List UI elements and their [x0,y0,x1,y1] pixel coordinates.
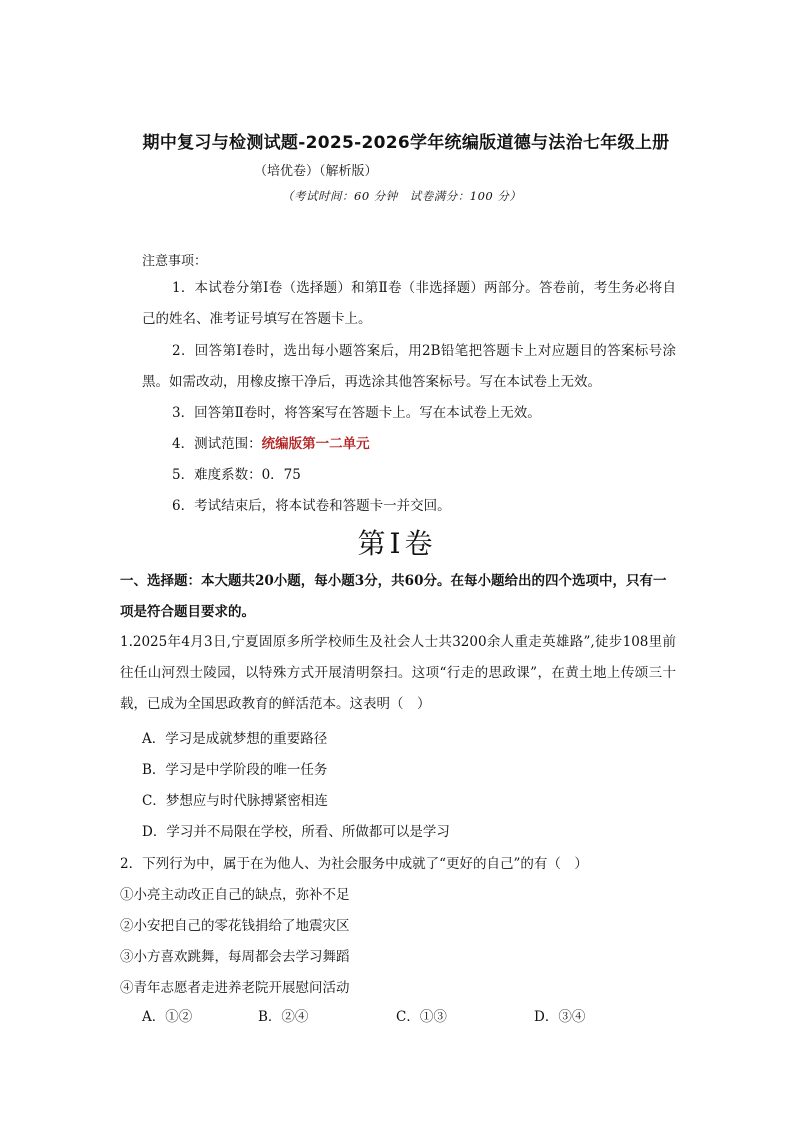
question-1-stem: 1.2025年4月3日,宁夏固原多所学校师生及社会人士共3200余人重走英雄路”,徒步108里前往任山河烈士陵园，以特殊方式开展清明祭扫。这项“行走的思政课”，在黄土地上传颂三十载，已成为全国思政教育的鲜活范本。这表明（ ） [120,634,676,712]
question-1-option-d: D．学习并不局限在学校，所看、所做都可以是学习 [142,824,450,840]
section-1-heading: 一、选择题：本大题共20小题，每小题3分，共60分。在每小题给出的四个选项中，只有一项是符合题目要求的。 [120,573,667,620]
volume-title: 第Ⅰ卷 [357,527,437,560]
question-2-item-1: ①小亮主动改正自己的缺点，弥补不足 [120,887,350,903]
notes-item-6: 6．考试结束后，将本试卷和答题卡一并交回。 [172,498,451,514]
question-2-option-c: C．①③ [396,1009,447,1025]
question-1-option-b: B．学习是中学阶段的唯一任务 [142,762,328,778]
question-2-option-d: D．③④ [534,1009,586,1025]
question-1-option-c: C．梦想应与时代脉搏紧密相连 [142,793,328,809]
notes-item-4-value: 统编版第一二单元 [261,436,370,452]
notes-item-2: 2．回答第Ⅰ卷时，选出每小题答案后，用2B铅笔把答题卡上对应题目的答案标号涂黑。如需改动，用橡皮擦干净后，再选涂其他答案标号。写在本试卷上无效。 [142,343,676,390]
question-2-options [142,1005,662,1029]
notes-item-3: 3．回答第Ⅱ卷时，将答案写在答题卡上。写在本试卷上无效。 [172,405,541,421]
notes-item-4 [142,429,676,460]
question-2-option-a: A．①② [142,1009,193,1025]
notes-item-1: 1．本试卷分第Ⅰ卷（选择题）和第Ⅱ卷（非选择题）两部分。答卷前，考生务必将自己的姓名、准考证号填写在答题卡上。 [142,280,676,327]
exam-title: 期中复习与检测试题-2025-2026学年统编版道德与法治七年级上册 [142,133,670,153]
question-2-stem: 2．下列行为中，属于在为他人、为社会服务中成就了“更好的自己”的有（ ） [120,856,588,872]
notes-heading: 注意事项： [142,254,208,269]
question-1-option-a: A．学习是成就梦想的重要路径 [142,731,328,747]
question-2-item-3: ③小方喜欢跳舞，每周都会去学习舞蹈 [120,949,350,965]
question-2-option-b: B．②④ [258,1009,309,1025]
question-2-item-4: ④青年志愿者走进养老院开展慰问活动 [120,980,350,996]
notes-item-5: 5．难度系数：0．75 [172,467,301,483]
exam-time-info: （考试时间：60 分钟 试卷满分：100 分） [282,189,522,203]
question-2-item-2: ②小安把自己的零花钱捐给了地震灾区 [120,918,350,934]
exam-subtitle: （培优卷）（解析版） [254,164,378,179]
notes-item-4-label: 4．测试范围： [172,436,262,452]
